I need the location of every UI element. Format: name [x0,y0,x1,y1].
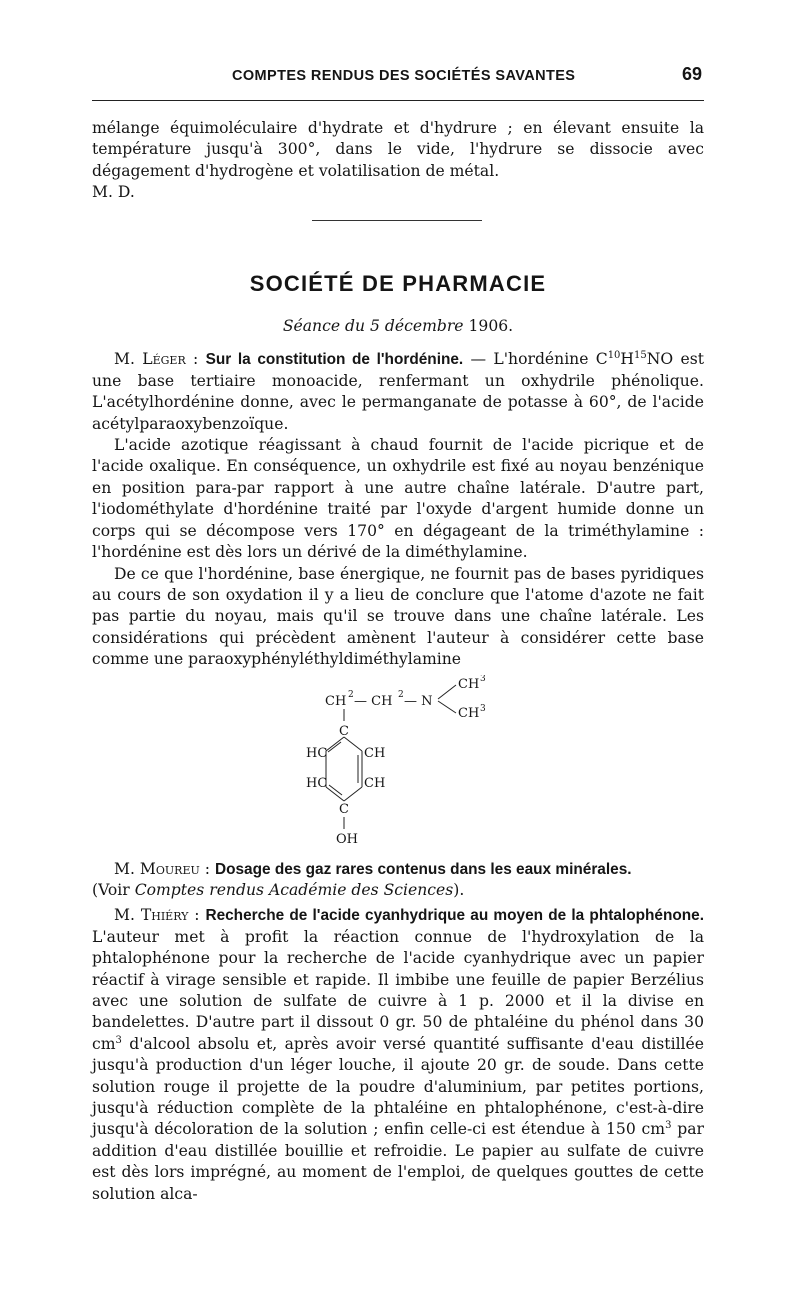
formula-ch3-bottom: CH [458,705,480,721]
formula-ch2-a: CH [325,693,347,709]
formula-diagram [92,675,704,851]
page-number: 69 [681,64,702,84]
formula-hc-left-top: HC [306,745,328,761]
page-body [92,118,704,1205]
leger-text-c: NO est une base tertiaire monoacide, renfermant un oxhydrile phénolique. L'acétylhordénine donne, avec le permanganate de potasse à 60°, de l'acide acétylparaoxybenzoïque. [92,350,704,433]
thiery-author: Thiéry [140,906,189,925]
leger-prefix: M. [114,350,135,369]
intro-paragraph: mélange équimoléculaire d'hydrate et d'hydrure ; en élevant ensuite la température jusqu'à 300°, dans le vide, l'hydrure se dissocie avec dégagement d'hydrogène et volatilisation de métal. [92,119,704,180]
formula-c-index: 10 [607,350,621,362]
running-title: COMPTES RENDUS DES SOCIÉTÉS SAVANTES [232,68,576,84]
formula-c-bottom: C [339,801,349,817]
thiery-text-a: L'auteur met à profit la réaction connue de l'hydroxylation de la phtalophénone pour la recherche de l'acide cyanhydrique avec un papier réactif à virage sensible et rapide. Il imbibe une feuille de papier Berzélius avec une solution de sulfate de cuivre à 1 p. 2000 et il la divise en bandelettes. D'autre part il dissout 0 gr. 50 de phtaléine du phénol dans 30 cm [92,927,704,1053]
header-rule [92,100,704,101]
thiery-sup-a: 3 [115,1034,122,1046]
seance-date: 5 décembre [370,317,464,336]
society-title: SOCIÉTÉ DE PHARMACIE [249,270,547,296]
leger-paragraph-2: L'acide azotique réagissant à chaud fournit de l'acide picrique et de l'acide oxalique. En conséquence, un oxhydrile est fixé au noyau benzénique en position para-par rapport à une autre chaîne latérale. D'autre part, l'iodométhylate d'hordénine traité par l'oxyde d'argent humide donne un corps qui se décompose vers 170° en dégageant de la triméthylamine : l'hordénine est dès lors un dérivé de la diméthylamine. [92,436,704,562]
section-separator [312,220,482,221]
formula-ch-right-top: CH [364,745,386,761]
moureu-author: Moureu [139,859,200,878]
moureu-ref-close: ). [453,880,465,899]
formula-dash-n: — N [404,693,433,709]
thiery-text-c: par addition d'eau distillée bouillie et refroidie. Le papier au sulfate de cuivre est dès lors imprégné, au moment de l'emploi, de quelques gouttes de cette solution alca- [92,1120,704,1203]
formula-sub-2b: 2 [398,689,404,700]
benzene-ring [326,737,362,801]
leger-sep: : [193,350,199,369]
bond-n-ch3-bottom [438,701,456,713]
thiery-text-b: d'alcool absolu et, après avoir versé quantité suffisante d'eau distillée jusqu'à production d'un léger louche, il ajoute 20 gr. de soude. Dans cette solution rouge il projette de la poudre d'aluminium, par petites portions, jusqu'à réduction complète de la phtaléine en phtalophénone, c'est-à-dire jusqu'à décoloration de la solution ; enfin celle-ci est étendue à 150 cm [92,1034,704,1139]
formula-sub-2a: 2 [348,689,354,700]
seance-line [92,316,704,337]
formula-oh: OH [336,831,358,847]
seance-year: 1906. [468,317,514,336]
thiery-subject: Recherche de l'acide cyanhydrique au moyen de la phtalophénone. [205,907,704,925]
formula-dash-ch2: — CH [354,693,393,709]
seance-label: Séance du [282,317,366,336]
moureu-sep: : [204,859,210,878]
formula-ch-right-bottom: CH [364,775,386,791]
formula-sub-3a: 3 [480,674,486,684]
intro-signature: M. D. [92,183,135,202]
formula-c-top: C [339,723,349,739]
moureu-ref-open: (Voir [92,880,135,899]
thiery-paragraph [92,905,704,1205]
moureu-ref-title: Comptes rendus Académie des Sciences [134,880,454,899]
moureu-subject: Dosage des gaz rares contenus dans les eaux minérales. [214,860,632,878]
bond-n-ch3-top [438,685,456,699]
leger-author: Léger [142,350,186,369]
formula-sub-3b: 3 [480,703,486,714]
leger-text-a: — L'hordénine C [463,350,608,369]
formula-h-index: 15 [634,350,647,362]
formula-hc-left-bottom: HC [306,775,328,791]
formula-ch3-top: CH [458,676,480,692]
thiery-sep: : [194,906,200,925]
moureu-prefix: M. [114,859,135,878]
leger-paragraph-1 [92,349,704,435]
leger-subject: Sur la constitution de l'hordénine. [205,351,464,369]
leger-paragraph-3: De ce que l'hordénine, base énergique, ne fournit pas de bases pyridiques au cours de son oxydation il y a lieu de conclure que l'atome d'azote ne fait pas partie du noyau, mais qu'il se trouve dans une chaîne latérale. Les considérations qui précèdent amènent l'auteur à considérer cette base comme une paraoxyphényléthyldiméthylamine [92,564,704,669]
structural-formula [92,675,704,851]
page-header [92,66,702,90]
thiery-sup-b: 3 [665,1120,672,1132]
moureu-paragraph [92,859,704,902]
thiery-prefix: M. [114,906,135,925]
leger-text-b: H [620,350,635,369]
